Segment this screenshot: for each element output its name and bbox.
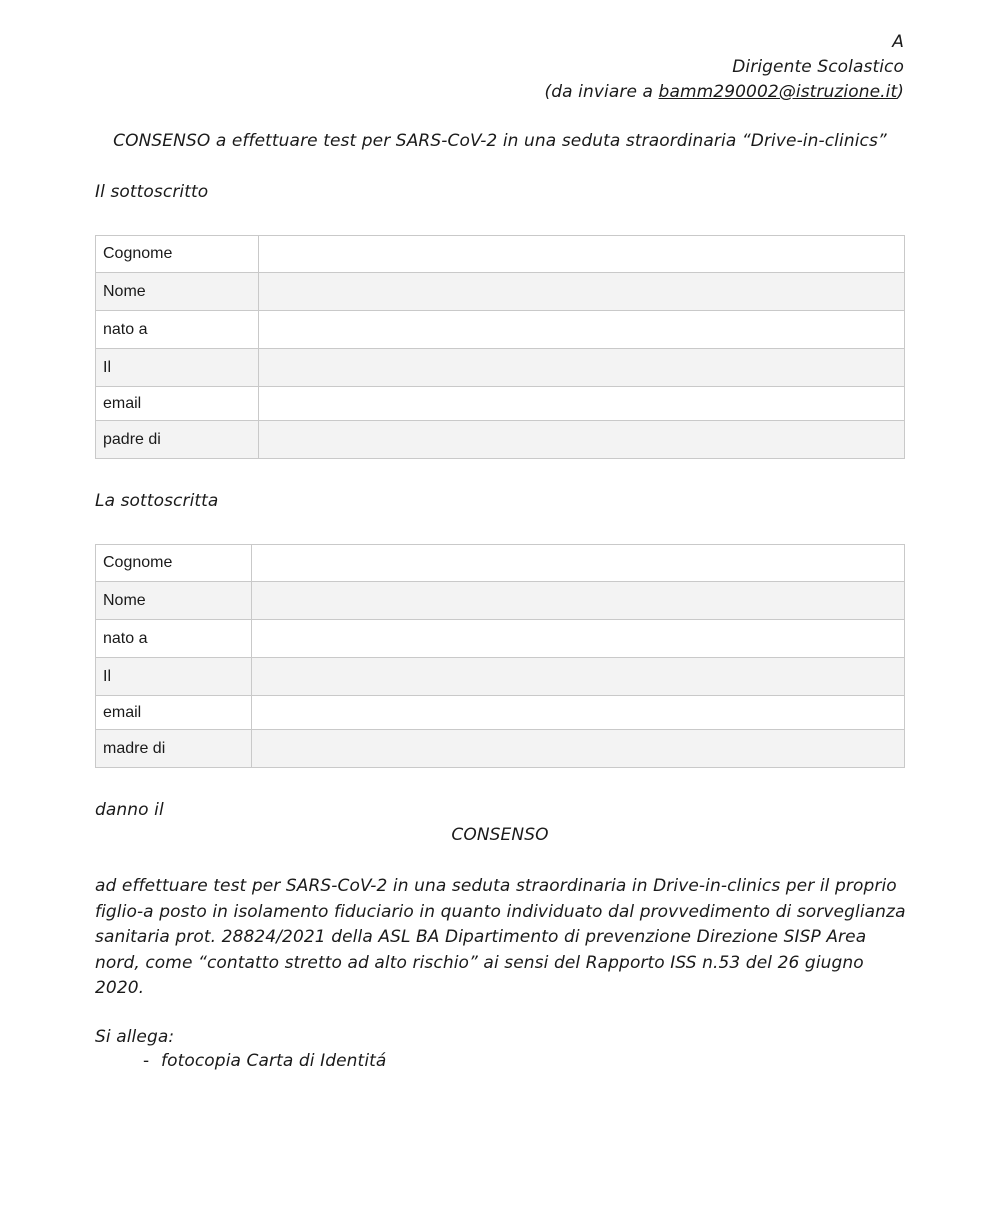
father-field-label: nato a	[96, 311, 259, 349]
consent-heading: CONSENSO	[451, 825, 549, 845]
father-field-value[interactable]	[259, 387, 905, 421]
attachment-item-label: fotocopia Carta di Identitá	[161, 1051, 387, 1071]
mother-field-label: email	[96, 696, 252, 730]
document-title: CONSENSO a effettuare test per SARS-CoV-2 in una seduta straordinaria “Drive-in-clinics”	[113, 131, 887, 151]
mother-field-label: madre di	[96, 730, 252, 768]
send-to-prefix: (da inviare a	[544, 82, 659, 102]
mother-row	[96, 582, 905, 620]
consent-line: sanitaria prot. 28824/2021 della ASL BA Dipartimento di prevenzione Direzione SISP Area	[95, 927, 867, 947]
father-row	[96, 273, 905, 311]
addressee-block	[545, 30, 904, 105]
father-field-label: Il	[96, 349, 259, 387]
father-row	[96, 421, 905, 459]
father-row	[96, 349, 905, 387]
father-row	[96, 387, 905, 421]
father-field-value[interactable]	[259, 349, 905, 387]
mother-field-value[interactable]	[252, 582, 905, 620]
attachment-item	[143, 1051, 386, 1071]
mother-field-value[interactable]	[252, 620, 905, 658]
mother-field-label: Il	[96, 658, 252, 696]
mother-field-value[interactable]	[252, 658, 905, 696]
father-field-value[interactable]	[259, 311, 905, 349]
mother-field-label: Cognome	[96, 545, 252, 582]
father-section-label: Il sottoscritto	[95, 182, 209, 202]
mother-field-label: nato a	[96, 620, 252, 658]
addressee-line-2: Dirigente Scolastico	[732, 57, 904, 77]
father-field-value[interactable]	[259, 236, 905, 273]
mother-field-value[interactable]	[252, 545, 905, 582]
father-field-label: padre di	[96, 421, 259, 459]
father-row	[96, 236, 905, 273]
consent-intro: danno il	[95, 800, 164, 820]
mother-field-label: Nome	[96, 582, 252, 620]
school-email-link[interactable]: bamm290002@istruzione.it	[658, 82, 898, 102]
father-field-label: Nome	[96, 273, 259, 311]
consent-line: figlio-a posto in isolamento fiduciario in quanto individuato dal provvedimento di sorveglianza	[95, 901, 906, 922]
father-field-label: email	[96, 387, 259, 421]
mother-row	[96, 620, 905, 658]
consent-line: 2020.	[95, 978, 145, 998]
attachments-label: Si allega:	[95, 1027, 175, 1047]
mother-row	[96, 730, 905, 768]
addressee-line-1: A	[892, 32, 904, 52]
father-field-label: Cognome	[96, 236, 259, 273]
consent-line: nord, come “contatto stretto ad alto rischio” ai sensi del Rapporto ISS n.53 del 26 giugno	[95, 952, 864, 973]
consent-line: ad effettuare test per SARS-CoV-2 in una seduta straordinaria in Drive-in-clinics per il proprio	[95, 876, 897, 896]
addressee-line-3	[545, 80, 904, 105]
father-field-value[interactable]	[259, 273, 905, 311]
bullet-dash: -	[143, 1051, 150, 1071]
mother-row	[96, 545, 905, 582]
mother-section-label: La sottoscritta	[95, 491, 219, 511]
father-field-value[interactable]	[259, 421, 905, 459]
mother-field-value[interactable]	[252, 696, 905, 730]
send-to-suffix: )	[897, 82, 904, 102]
mother-row	[96, 696, 905, 730]
mother-form-table	[95, 544, 905, 768]
mother-field-value[interactable]	[252, 730, 905, 768]
father-row	[96, 311, 905, 349]
mother-row	[96, 658, 905, 696]
consent-paragraph	[95, 874, 915, 1002]
father-form-table	[95, 235, 905, 459]
